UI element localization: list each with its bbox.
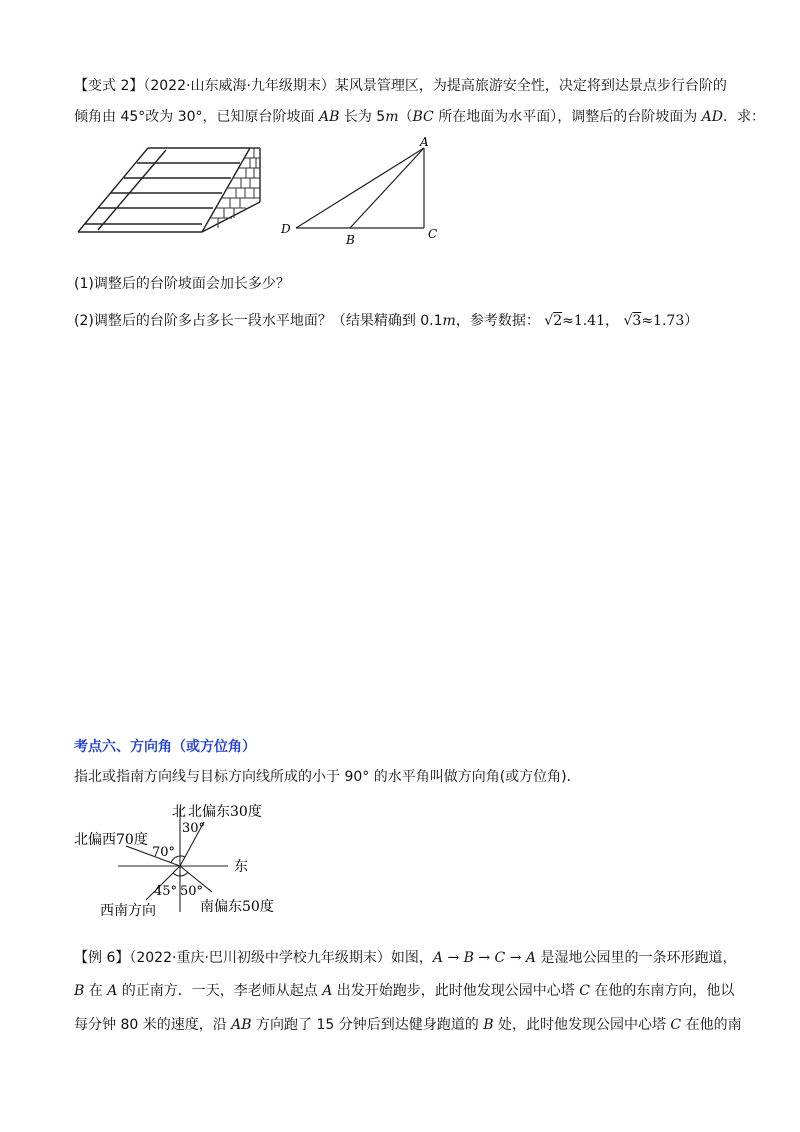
unit-m: m	[442, 313, 456, 329]
segment-ad	[296, 148, 424, 228]
point-b: B	[483, 1017, 494, 1033]
sqrt3-reference: √3≈1.73	[623, 313, 685, 329]
sqrt3-value: ≈1.73	[641, 313, 685, 329]
nw70-label: 北偏西70度	[74, 832, 148, 848]
sqrt2-reference: √2≈1.41	[544, 313, 606, 329]
text-fragment: 在他的南	[681, 1017, 742, 1033]
segment-ad: AD	[701, 109, 723, 125]
north-label: 北	[172, 804, 186, 820]
segment-bc: BC	[412, 109, 434, 125]
text-fragment: 在	[84, 983, 108, 999]
point-a: A	[322, 983, 333, 999]
sqrt3-radicand: 3	[632, 313, 642, 329]
variant2-source: （2022·山东威海·九年级期末）	[143, 78, 335, 94]
sqrt2-radicand: 2	[553, 313, 563, 329]
text-fragment: 是湿地公园里的一条环形跑道，	[536, 950, 737, 966]
variant2-line1	[74, 75, 727, 97]
text-fragment: ．求：	[723, 109, 765, 125]
example6-line2	[74, 980, 734, 1002]
stairs-illustration	[74, 142, 268, 238]
label-d: D	[281, 222, 291, 236]
text-fragment: ，	[605, 313, 620, 329]
label-b: B	[346, 233, 355, 247]
se50-label: 南偏东50度	[200, 899, 274, 915]
text-fragment: 倾角由 45°改为 30°，已知原台阶坡面	[74, 109, 319, 125]
example6-tag: 【例 6】	[74, 950, 130, 966]
point-c: C	[670, 1017, 682, 1033]
ne30-label: 北偏东30度	[188, 804, 262, 820]
text-fragment: 每分钟 80 米的速度，沿	[74, 1017, 232, 1033]
angle70-label: 70°	[152, 845, 176, 860]
label-a: A	[420, 136, 429, 149]
path-notation: A → B → C → A	[432, 950, 537, 966]
triangle-figure	[276, 136, 446, 248]
text-fragment: 在他的东南方向，他以	[589, 983, 735, 999]
text-fragment: 处，此时他发现公园中心塔	[493, 1017, 671, 1033]
segment-ab: AB	[231, 1017, 252, 1033]
text-fragment: (2)调整后的台阶多占多长一段水平地面？（结果精确到 0.1	[74, 313, 443, 329]
point-c: C	[579, 983, 590, 999]
text-fragment: ，参考数据：	[455, 313, 540, 329]
question-1: (1)调整后的台阶坡面会加长多少？	[74, 276, 290, 292]
section-title: 考点六、方向角（或方位角）	[74, 739, 256, 755]
southwest-label: 西南方向	[100, 903, 156, 919]
point-b: B	[74, 983, 85, 999]
text-fragment: 长为 5	[339, 109, 386, 125]
example6-line1	[74, 947, 736, 969]
unit-m: m	[385, 109, 399, 125]
question-2	[74, 310, 698, 332]
east-label: 东	[234, 859, 248, 875]
angle45-label: 45°	[154, 884, 178, 899]
example6-source: （2022·重庆·巴川初级中学校九年级期末）如图，	[129, 950, 433, 966]
example6-line3	[74, 1014, 742, 1036]
text-fragment: （	[398, 109, 413, 125]
point-a: A	[107, 983, 118, 999]
text-fragment: ）	[684, 313, 699, 329]
direction-diagram	[70, 794, 310, 924]
angle30-label: 30°	[182, 821, 206, 836]
section-definition: 指北或指南方向线与目标方向线所成的小于 90° 的水平角叫做方向角(或方位角)．	[74, 769, 581, 785]
text-fragment: 出发开始跑步，此时他发现公园中心塔	[332, 983, 580, 999]
label-c: C	[428, 227, 438, 241]
text-fragment: 的正南方．一天，李老师从起点	[117, 983, 323, 999]
text-fragment: 所在地面为水平面），调整后的台阶坡面为	[433, 109, 702, 125]
text-fragment: 方向跑了 15 分钟后到达健身跑道的	[251, 1017, 484, 1033]
angle50-label: 50°	[180, 884, 204, 899]
variant2-text: 某风景管理区，为提高旅游安全性，决定将到达景点步行台阶的	[334, 78, 727, 94]
variant2-line2	[74, 106, 765, 128]
sqrt2-value: ≈1.41	[562, 313, 606, 329]
variant2-tag: 【变式 2】	[74, 78, 144, 94]
segment-ab: AB	[318, 109, 340, 125]
